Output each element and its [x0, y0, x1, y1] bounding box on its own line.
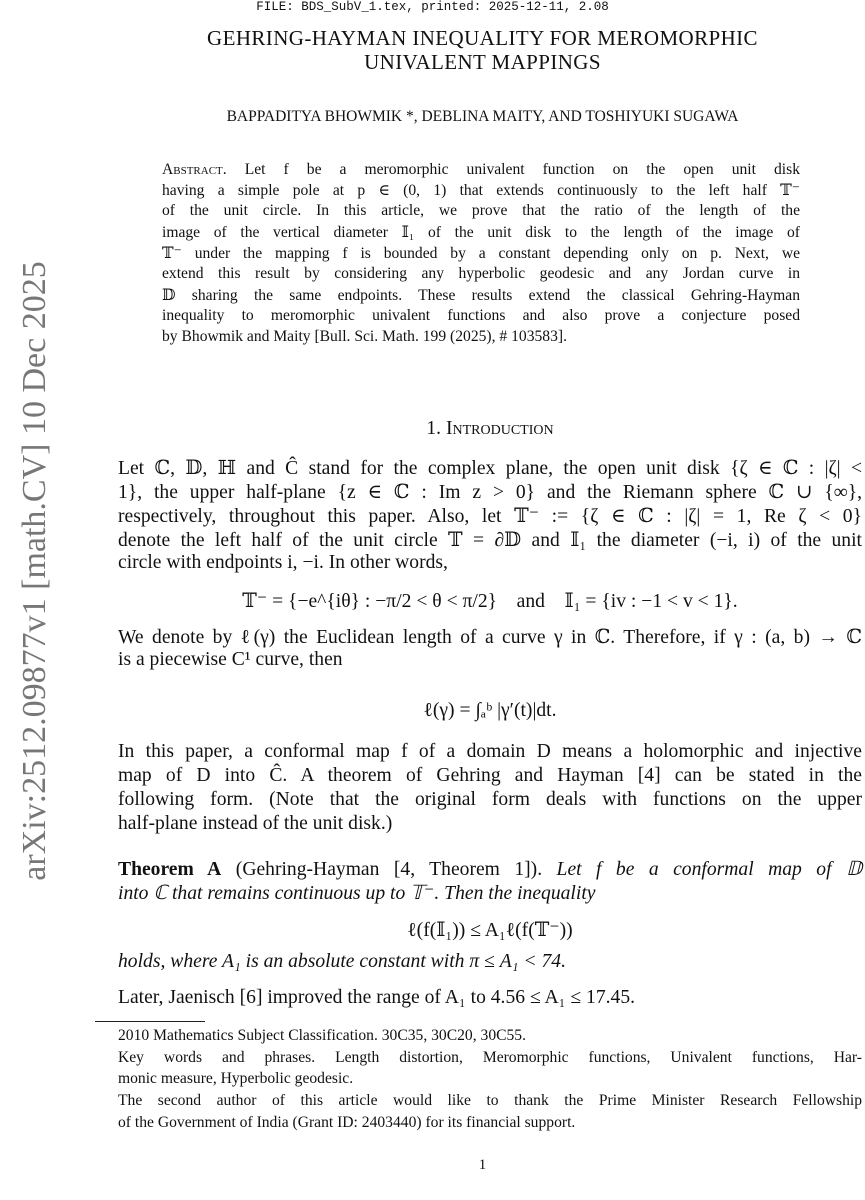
body-line: map of D into Ĉ. A theorem of Gehring and Hayman [4] can be stated in the	[118, 765, 862, 786]
abstract-line: having a simple pole at p ∈ (0, 1) that extends continuously to the left half 𝕋⁻	[162, 182, 800, 199]
footnote-keywords: Key words and phrases. Length distortion, Meromorphic functions, Univalent functions, Har-	[118, 1049, 862, 1066]
abstract-label: Abstract.	[162, 161, 227, 178]
abstract-line: image of the vertical diameter 𝕀₁ of the unit disk to the length of the image of	[162, 224, 800, 241]
footnote-keywords: monic measure, Hyperbolic geodesic.	[118, 1070, 354, 1087]
body-line: half-plane instead of the unit disk.)	[118, 813, 393, 834]
intro-line: Let ℂ, 𝔻, ℍ and Ĉ stand for the complex plane, the open unit disk {ζ ∈ ℂ : |ζ| <	[118, 458, 862, 479]
abstract-line: of the unit circle. In this article, we prove that the ratio of the length of the	[162, 202, 800, 219]
theorem-text: into ℂ that remains continuous up to 𝕋⁻. Then the inequality	[118, 883, 596, 904]
body-line: following form. (Note that the original form deals with functions on the upper	[118, 789, 862, 810]
abstract-line: by Bhowmik and Maity [Bull. Sci. Math. 199 (2025), # 103583].	[162, 328, 567, 345]
abstract-line: 𝕋⁻ under the mapping f is bounded by a constant depending only on p. Next, we	[162, 245, 800, 262]
abstract-line: 𝔻 sharing the same endpoints. These results extend the classical Gehring-Hayman	[162, 287, 800, 304]
body-line: is a piecewise C¹ curve, then	[118, 649, 343, 670]
arxiv-stamp: arXiv:2512.09877v1 [math.CV] 10 Dec 2025	[16, 261, 53, 881]
intro-line: circle with endpoints i, −i. In other words,	[118, 552, 448, 573]
theorem-display: ℓ(f(𝕀₁)) ≤ A₁ℓ(f(𝕋⁻))	[407, 920, 573, 941]
page-number: 1	[478, 1157, 487, 1173]
footnote-msc: 2010 Mathematics Subject Classification. 30C35, 30C20, 30C55.	[118, 1027, 527, 1044]
display-equation-2: ℓ(γ) = ∫ₐᵇ |γ′(t)|dt.	[423, 700, 557, 721]
display-equation-1: 𝕋⁻ = {−e^{iθ} : −π/2 < θ < π/2} and 𝕀₁ = {iv : −1 < v < 1}.	[242, 591, 738, 612]
authors: BAPPADITYA BHOWMIK *, DEBLINA MAITY, AND TOSHIYUKI SUGAWA	[226, 108, 739, 125]
body-line: Later, Jaenisch [6] improved the range of A₁ to 4.56 ≤ A₁ ≤ 17.45.	[118, 987, 636, 1008]
footnote-rule	[95, 1021, 205, 1022]
body-line: In this paper, a conformal map f of a domain D means a holomorphic and injective	[118, 741, 862, 762]
paper-title-line-2: UNIVALENT MAPPINGS	[364, 50, 601, 74]
theorem-text: holds, where A₁ is an absolute constant with π ≤ A₁ < 74.	[118, 951, 566, 972]
paper-title-line-1: GEHRING-HAYMAN INEQUALITY FOR MEROMORPHIC	[207, 26, 758, 50]
theorem-attribution: (Gehring-Hayman [4, Theorem 1]).	[235, 859, 543, 880]
footnote-ack: of the Government of India (Grant ID: 2403440) for its financial support.	[118, 1114, 576, 1131]
footnote-ack: The second author of this article would like to thank the Prime Minister Research Fellowship	[118, 1092, 862, 1109]
body-line: We denote by ℓ(γ) the Euclidean length of a curve γ in ℂ. Therefore, if γ : (a, b) → ℂ	[118, 627, 862, 648]
file-header: FILE: BDS_SubV_1.tex, printed: 2025-12-11, 2.08	[256, 0, 609, 14]
intro-line: 1}, the upper half-plane {z ∈ ℂ : Im z > 0} and the Riemann sphere ℂ ∪ {∞},	[118, 482, 862, 503]
intro-line: respectively, throughout this paper. Also, let 𝕋⁻ := {ζ ∈ ℂ : |ζ| = 1, Re ζ < 0}	[118, 506, 862, 527]
intro-line: denote the left half of the unit circle 𝕋 = ∂𝔻 and 𝕀₁ the diameter (−i, i) of the unit	[118, 530, 862, 551]
abstract-line: Let f be a meromorphic univalent function on the open unit disk	[226, 161, 800, 178]
section-heading: 1. Introduction	[426, 418, 554, 439]
abstract-line: extend this result by considering any hyperbolic geodesic and any Jordan curve in	[162, 265, 800, 282]
theorem-label: Theorem A	[118, 859, 222, 880]
theorem-text: Let f be a conformal map of 𝔻	[556, 859, 862, 880]
abstract-line: inequality to meromorphic univalent functions and also prove a conjecture posed	[162, 307, 800, 324]
